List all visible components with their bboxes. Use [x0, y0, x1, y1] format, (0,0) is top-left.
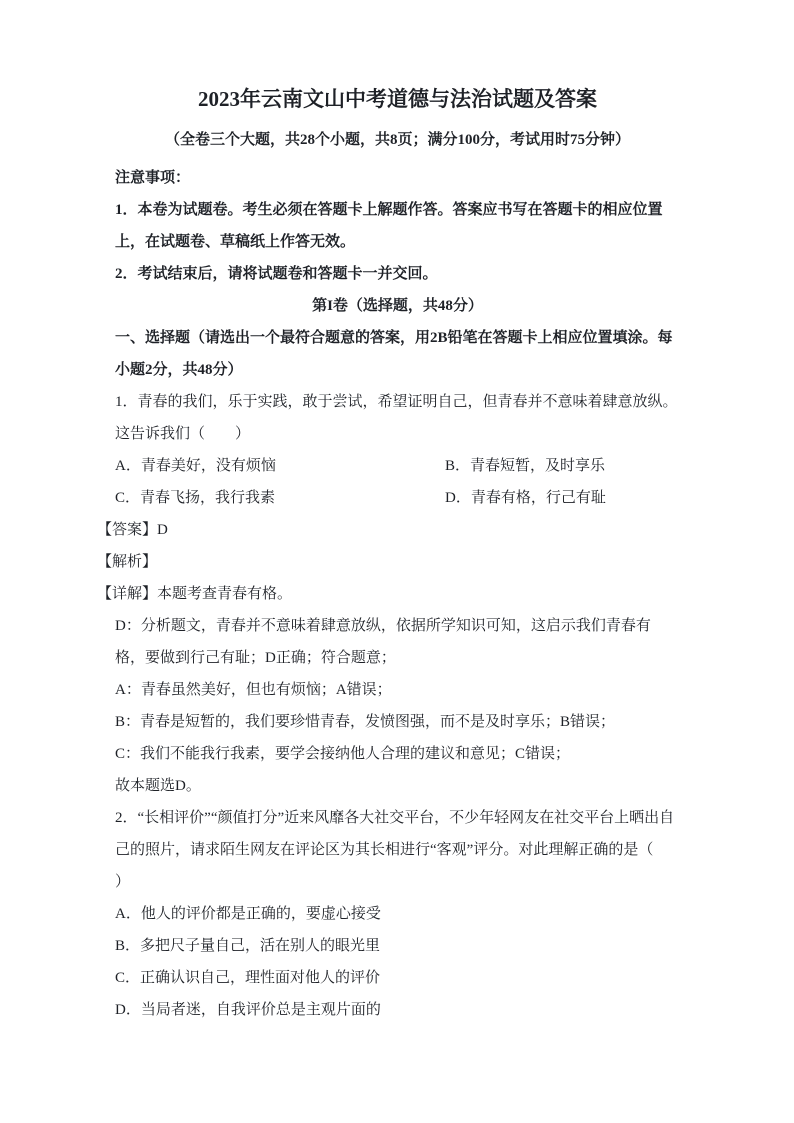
question-1-option-a: A．青春美好，没有烦恼 — [115, 458, 276, 474]
question-1-answer: 【答案】D — [97, 522, 168, 538]
section-heading: 第I卷（选择题，共48分） — [312, 298, 483, 314]
question-2-option-c: C．正确认识自己，理性面对他人的评价 — [115, 970, 381, 986]
question-1-explanation-line-5: C：我们不能我行我素，要学会接纳他人合理的建议和意见；C错误； — [115, 746, 571, 762]
question-1-analysis-label: 【解析】 — [97, 554, 158, 570]
question-2-stem-close: ） — [115, 874, 131, 890]
question-1-explanation-line-4: B：青春是短暂的，我们要珍惜青春，发愤图强，而不是及时享乐；B错误； — [115, 714, 616, 730]
question-1-stem: 1．青春的我们，乐于实践，敢于尝试，希望证明自己，但青春并不意味着肆意放纵。这告诉我们（ ） — [115, 394, 678, 442]
question-1-option-d: D．青春有格，行己有耻 — [445, 490, 606, 506]
question-1-explanation-line-1: 【详解】本题考查青春有格。 — [97, 586, 293, 602]
question-1-option-c: C．青春飞扬，我行我素 — [115, 490, 276, 506]
notice-item-1: 1．本卷为试题卷。考生必须在答题卡上解题作答。答案应书写在答题卡的相应位置上，在试题卷、草稿纸上作答无效。 — [115, 202, 663, 250]
question-2-option-a: A．他人的评价都是正确的，要虚心接受 — [115, 906, 381, 922]
question-2-option-b: B．多把尺子量自己，活在别人的眼光里 — [115, 938, 381, 954]
question-1-explanation-line-3: A：青春虽然美好，但也有烦恼；A错误； — [115, 682, 392, 698]
part-heading: 一、选择题（请选出一个最符合题意的答案，用2B铅笔在答题卡上相应位置填涂。每小题2分，共48分） — [115, 330, 673, 378]
question-2-stem: 2．“长相评价”“颜值打分”近来风靡各大社交平台，不少年轻网友在社交平台上晒出自己的照片，请求陌生网友在评论区为其长相进行“客观”评分。对此理解正确的是（ — [115, 810, 675, 858]
question-1-explanation-line-2: D：分析题文，青春并不意味着肆意放纵，依据所学知识可知，这启示我们青春有格，要做到行己有耻；D正确；符合题意； — [115, 618, 651, 666]
document-title: 2023年云南文山中考道德与法治试题及答案 — [198, 87, 597, 111]
document-subtitle: （全卷三个大题，共28个小题，共8页；满分100分，考试用时75分钟） — [164, 132, 630, 148]
question-2-option-d: D．当局者迷，自我评价总是主观片面的 — [115, 1002, 381, 1018]
question-1-options — [115, 450, 680, 514]
notice-item-2: 2．考试结束后，请将试题卷和答题卡一并交回。 — [115, 266, 438, 282]
question-1-option-b: B．青春短暂，及时享乐 — [445, 458, 606, 474]
question-1-explanation-line-6: 故本题选D。 — [115, 778, 201, 794]
notice-heading: 注意事项： — [115, 170, 191, 186]
